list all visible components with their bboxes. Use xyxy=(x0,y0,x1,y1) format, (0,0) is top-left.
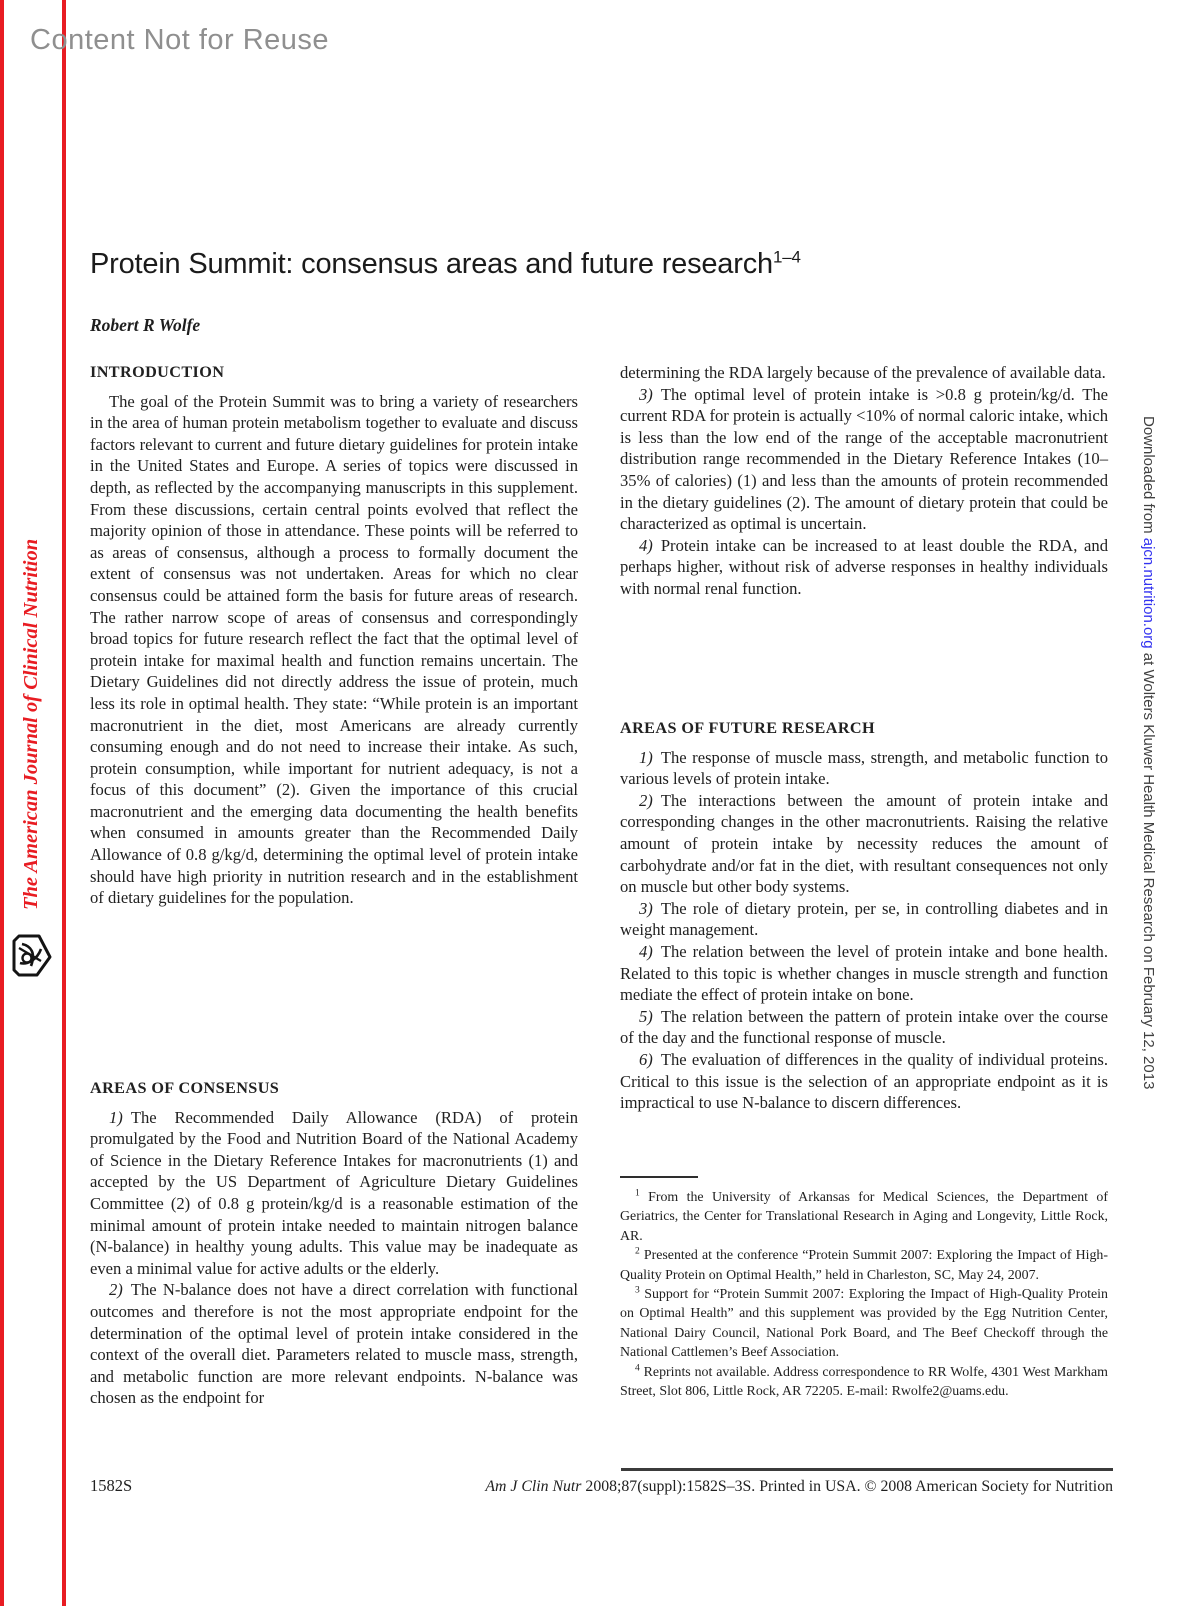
left-margin-red-line-outer xyxy=(0,0,4,1606)
item-number: 6) xyxy=(639,1049,653,1069)
citation-details: 2008;87(suppl):1582S–3S. Printed in USA. © 2008 American Society for Nutrition xyxy=(581,1478,1113,1495)
journal-citation xyxy=(250,1478,1113,1496)
introduction-paragraph: The goal of the Protein Summit was to bring a variety of researchers in the area of human protein metabolism together to evaluate and discuss factors relevant to current and future dietary guidelines for protein intake in the United States and Europe. A series of topics were discussed in depth, as reflected by the accompanying manuscripts in this supplement. From these discussions, certain central points evolved that reflect the majority opinion of those in attendance. These points will be referred to as areas of consensus, although a process to formally document the extent of consensus was not undertaken. Areas for which no clear consensus could be attained form the basis for future areas of research. The rather narrow scope of areas of consensus and correspondingly broad topics for future research reflect the fact that the optimal level of protein intake for maximal health and function remains uncertain. The Dietary Guidelines did not directly address the issue of protein, much less its role in optimal health. They state: “While protein is an important macronutrient in the diet, most Americans are already currently consuming enough and do not need to increase their intake. As such, protein consumption, while important for nutrient adequacy, is not a focus of this document” (2). Given the importance of this crucial macronutrient and the emerging data documenting the health benefits when consumed in amounts greater than the Recommended Daily Allowance of 0.8 g/kg/d, determining the optimal level of protein intake should have high priority in nutrition research and in the establishment of dietary guidelines for the population. xyxy=(90,391,578,908)
item-number: 2) xyxy=(639,790,653,810)
item-number: 4) xyxy=(639,535,653,555)
footnote-number: 3 xyxy=(635,1285,640,1296)
footnote-2 xyxy=(620,1246,1108,1285)
consensus-item-2 xyxy=(90,1279,578,1409)
consensus-item-1 xyxy=(90,1107,578,1280)
introduction-section xyxy=(90,362,578,909)
author-name: Robert R Wolfe xyxy=(90,315,201,335)
ajcn-site-link[interactable]: ajcn.nutrition.org xyxy=(1140,537,1157,649)
introduction-heading: INTRODUCTION xyxy=(90,363,225,381)
consensus-item-4 xyxy=(620,535,1108,600)
title-footnote-marker: 1–4 xyxy=(772,247,801,267)
footnote-1 xyxy=(620,1188,1108,1246)
content-watermark: Content Not for Reuse xyxy=(30,24,330,56)
left-margin-red-line-inner xyxy=(62,0,66,1606)
download-provenance-strip xyxy=(1137,416,1157,1156)
footnote-number: 1 xyxy=(635,1188,640,1199)
future-item-5 xyxy=(620,1006,1108,1049)
item-text: The N-balance does not have a direct correlation with functional outcomes and therefore is not the most appropriate endpoint for the determination of the optimal level of protein intake considered in the context of the overall diet. Parameters related to muscle mass, strength, and metabolic function are more relevant endpoints. N-balance was chosen as the endpoint for xyxy=(90,1280,578,1408)
item-text: The response of muscle mass, strength, and metabolic function to various levels of protein intake. xyxy=(620,747,1108,789)
consensus-continuation-text: determining the RDA largely because of the prevalence of available data. xyxy=(620,363,1106,382)
item-text: The role of dietary protein, per se, in controlling diabetes and in weight management. xyxy=(620,898,1108,940)
areas-of-consensus-section xyxy=(90,1078,578,1409)
item-number: 3) xyxy=(639,898,653,918)
item-text: The optimal level of protein intake is >0.8 g protein/kg/d. The current RDA for protein is actually <10% of normal caloric intake, which is less than the low end of the range of the acceptable macronutrient distribution range recommended in the Dietary Reference Intakes (10–35% of calories) (1) and less than the amounts of protein recommended in the dietary guidelines (2). The amount of dietary protein that could be characterized as optimal is uncertain. xyxy=(620,384,1108,534)
future-item-4 xyxy=(620,941,1108,1006)
footnotes-section xyxy=(620,1176,1108,1401)
future-item-2 xyxy=(620,790,1108,898)
footnote-text: Reprints not available. Address correspondence to RR Wolfe, 4301 West Markham Street, Slot 806, Little Rock, AR 72205. E-mail: Rwolfe2@uams.edu. xyxy=(620,1364,1108,1400)
footnote-divider xyxy=(620,1176,698,1178)
footnote-text: Support for “Protein Summit 2007: Exploring the Impact of High-Quality Protein on Optimal Health” and this supplement was provided by the Egg Nutrition Center, National Dairy Council, National Pork Board, and The Beef Checkoff through the National Cattlemen’s Beef Association. xyxy=(620,1287,1108,1361)
item-text: The relation between the pattern of protein intake over the course of the day and the functional response of muscle. xyxy=(620,1006,1108,1048)
future-item-3 xyxy=(620,898,1108,941)
footnote-number: 2 xyxy=(635,1246,640,1257)
journal-abbreviation: Am J Clin Nutr xyxy=(485,1478,582,1495)
item-number: 3) xyxy=(639,384,653,404)
item-number: 1) xyxy=(109,1107,123,1127)
item-text: The Recommended Daily Allowance (RDA) of protein promulgated by the Food and Nutrition Board of the National Academy of Science in the Dietary Reference Intakes for macronutrients (1) and accepted by the US Department of Agriculture Dietary Guidelines Committee (2) of 0.8 g protein/kg/d is a reasonable estimation of the minimal amount of protein intake needed to maintain nitrogen balance (N-balance) in healthy young adults. This value may be inadequate as even a minimal value for active adults or the elderly. xyxy=(90,1107,578,1278)
ajcn-emblem-icon xyxy=(10,933,52,977)
item-text: The interactions between the amount of protein intake and corresponding changes in the other macronutrients. Raising the relative amount of protein intake by necessity reduces the amount of carbohydrate and/or fat in the diet, with resultant consequences not only on muscle but other body systems. xyxy=(620,790,1108,897)
areas-of-future-research-section xyxy=(620,718,1108,1114)
consensus-continuation-column xyxy=(620,362,1108,600)
item-text: Protein intake can be increased to at least double the RDA, and perhaps higher, without risk of adverse responses in healthy individuals with normal renal function. xyxy=(620,535,1108,598)
item-text: The evaluation of differences in the quality of individual proteins. Critical to this issue is the selection of an appropriate endpoint as it is impractical to use N-balance to discern differences. xyxy=(620,1049,1108,1113)
download-text-suffix: at Wolters Kluwer Health Medical Research on February 12, 2013 xyxy=(1140,648,1157,1090)
footnote-4 xyxy=(620,1363,1108,1402)
consensus-item-3 xyxy=(620,384,1108,535)
item-number: 1) xyxy=(639,747,653,767)
footnote-3 xyxy=(620,1285,1108,1363)
article-title-text: Protein Summit: consensus areas and future research xyxy=(90,248,773,280)
article-title xyxy=(90,248,801,281)
footer-rule xyxy=(621,1468,1113,1471)
footnote-text: Presented at the conference “Protein Summit 2007: Exploring the Impact of High-Quality Protein on Optimal Health,” held in Charleston, SC, May 24, 2007. xyxy=(620,1248,1109,1283)
future-item-6 xyxy=(620,1049,1108,1114)
item-number: 5) xyxy=(639,1006,653,1026)
consensus-heading: AREAS OF CONSENSUS xyxy=(90,1079,280,1097)
journal-title-vertical: The American Journal of Clinical Nutrition xyxy=(20,538,42,910)
item-number: 4) xyxy=(639,941,653,961)
item-text: The relation between the level of protein intake and bone health. Related to this topic is whether changes in muscle strength and function mediate the effect of protein intake on bone. xyxy=(620,941,1108,1005)
future-item-1 xyxy=(620,747,1108,790)
page-number: 1582S xyxy=(90,1476,133,1495)
footnote-text: From the University of Arkansas for Medical Sciences, the Department of Geriatrics, the Center for Translational Research in Aging and Longevity, Little Rock, AR. xyxy=(620,1190,1108,1244)
item-number: 2) xyxy=(109,1280,123,1300)
download-text-prefix: Downloaded from xyxy=(1140,416,1157,538)
footnote-number: 4 xyxy=(635,1363,640,1374)
future-research-heading: AREAS OF FUTURE RESEARCH xyxy=(620,719,875,737)
